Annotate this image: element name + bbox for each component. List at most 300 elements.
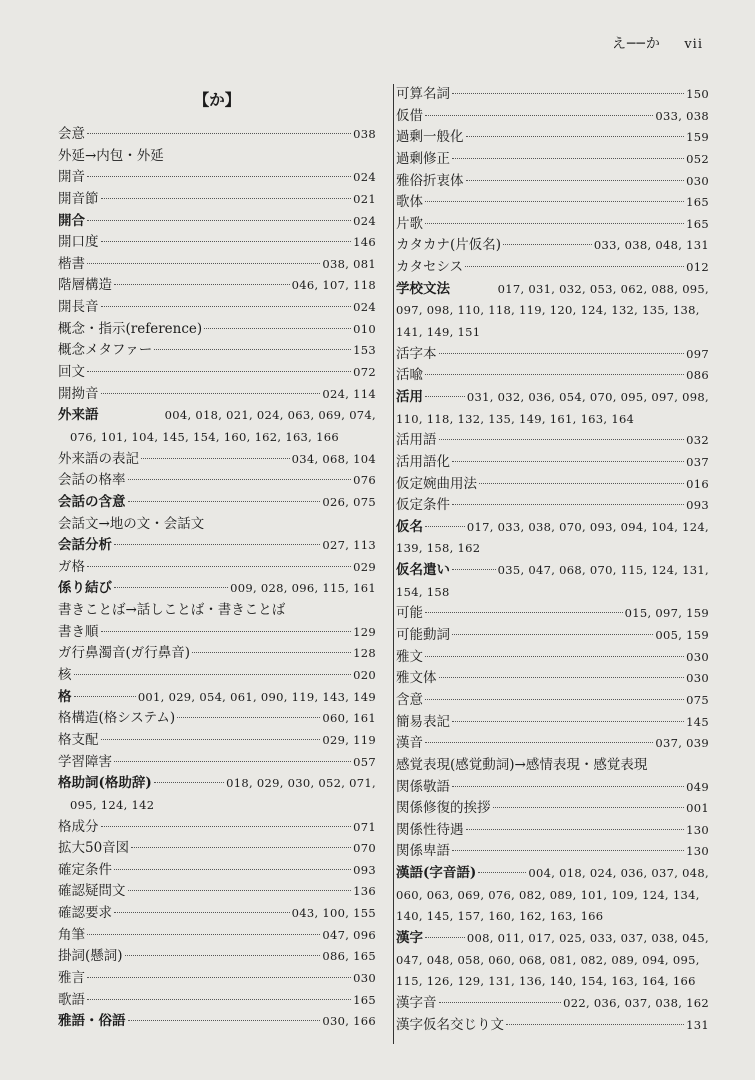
index-entry (58, 773, 376, 795)
index-term: 開口度 (58, 234, 99, 251)
leader-dots (439, 1002, 562, 1003)
index-term: 活字本 (396, 345, 437, 362)
page-refs: 016 (686, 476, 709, 491)
index-term: 階層構造 (58, 277, 112, 294)
leader-dots (114, 869, 351, 870)
index-entry (58, 254, 376, 276)
index-entry-continuation (394, 538, 709, 560)
index-entry (58, 708, 376, 730)
index-term: 可算名詞 (396, 86, 450, 102)
index-entry (394, 192, 709, 214)
page-refs: 110, 118, 132, 135, 149, 161, 163, 164 (396, 411, 635, 426)
index-entry (58, 211, 376, 233)
page-refs: 024 (353, 300, 376, 315)
index-entry (58, 817, 376, 839)
index-entry (58, 925, 376, 947)
leader-dots (87, 371, 351, 372)
leader-dots (101, 826, 352, 827)
index-entry (394, 820, 709, 842)
index-entry (58, 535, 376, 557)
page-refs: 031, 032, 036, 054, 070, 095, 097, 098, (466, 389, 709, 404)
index-term: 含意 (396, 691, 423, 708)
index-entry (58, 167, 376, 189)
leader-dots (204, 328, 351, 329)
page-refs: 072 (353, 365, 376, 380)
page-refs: 165 (686, 216, 709, 231)
index-term: 雅語・俗語 (58, 1013, 126, 1030)
index-entry (394, 863, 709, 885)
index-entry (58, 643, 376, 665)
index-term: 会話の格率 (58, 472, 126, 489)
page-refs: 086, 165 (322, 949, 376, 964)
leader-dots (131, 847, 351, 848)
index-entry (58, 449, 376, 471)
page-refs: 037 (686, 454, 709, 469)
page-refs: 001, 029, 054, 061, 090, 119, 143, 149 (137, 689, 376, 704)
index-column-left (58, 84, 376, 1033)
leader-dots (87, 133, 351, 134)
index-entry (394, 171, 709, 193)
page-refs: 012 (686, 260, 709, 275)
index-term: 会話の含意 (58, 493, 126, 510)
section-heading: 【か】 (193, 90, 241, 109)
index-term: 係り結び (58, 580, 112, 597)
page-refs: 131 (686, 1017, 709, 1032)
index-term: 簡易表記 (396, 713, 450, 730)
index-entry (394, 387, 709, 409)
leader-dots (493, 807, 685, 808)
page-refs: 060, 161 (322, 711, 376, 726)
page-refs: 038, 081 (322, 256, 376, 271)
index-entry (58, 1011, 376, 1033)
page-refs: 030, 166 (322, 1014, 376, 1029)
page-refs: 005, 159 (655, 628, 709, 643)
leader-dots (452, 634, 653, 635)
leader-dots (452, 504, 684, 505)
index-term: 開音節 (58, 190, 99, 207)
index-term: 学習障害 (58, 753, 112, 770)
index-term: 雅文 (396, 648, 423, 665)
page-refs: 030 (353, 970, 376, 985)
leader-dots (452, 850, 684, 851)
index-entry (58, 232, 376, 254)
index-term: 格構造(格システム) (58, 710, 176, 727)
index-entry-continuation (58, 795, 376, 817)
page-refs: 030 (686, 649, 709, 664)
leader-dots (439, 677, 685, 678)
page-refs: 136 (353, 884, 376, 899)
page-refs: 146 (353, 235, 376, 250)
index-entry (58, 319, 376, 341)
index-term: 核 (58, 667, 72, 684)
page-refs: 008, 011, 017, 025, 033, 037, 038, 045, (466, 930, 709, 945)
index-term: 格支配 (58, 731, 99, 748)
leader-dots (87, 176, 351, 177)
index-entry-continuation (394, 971, 709, 993)
index-term: 雅文体 (396, 670, 437, 687)
index-entry (58, 514, 376, 536)
page-refs: 010 (353, 321, 376, 336)
index-entry (58, 557, 376, 579)
leader-dots (114, 912, 290, 913)
page-refs: 093 (686, 498, 709, 513)
leader-dots (125, 955, 321, 956)
leader-dots (425, 612, 623, 613)
index-term: 拡大50音図 (58, 840, 130, 857)
index-term: カタセシス (396, 259, 464, 276)
index-entry (58, 752, 376, 774)
running-header (612, 33, 703, 53)
index-entry (58, 600, 376, 622)
index-entry (394, 928, 709, 950)
leader-dots (128, 501, 321, 502)
page-refs: 021 (353, 191, 376, 206)
index-entry (394, 149, 709, 171)
index-entry (394, 993, 709, 1015)
index-entry (58, 124, 376, 146)
header-range: え──か (612, 36, 661, 52)
leader-dots (101, 198, 352, 199)
page-refs: 086 (686, 368, 709, 383)
index-entry (58, 189, 376, 211)
page-refs: 115, 126, 129, 131, 136, 140, 154, 163, 164, 166 (396, 974, 696, 989)
leader-dots (114, 761, 351, 762)
page-refs: 057 (353, 754, 376, 769)
leader-dots (466, 829, 685, 830)
index-term: 会話文→地の文・会話文 (58, 515, 205, 532)
index-term: 開合 (58, 212, 85, 229)
page-refs: 001 (686, 801, 709, 816)
index-entry (394, 344, 709, 366)
leader-dots (74, 674, 352, 675)
page-refs: 049 (686, 779, 709, 794)
page-refs: 139, 158, 162 (396, 541, 481, 556)
leader-dots (154, 349, 351, 350)
index-entry (394, 474, 709, 496)
leader-dots (87, 263, 320, 264)
page-refs: 032 (686, 433, 709, 448)
index-entry (394, 712, 709, 734)
leader-dots (425, 526, 465, 527)
index-term: 片歌 (396, 215, 423, 232)
left-entry-list (58, 124, 376, 1033)
index-term: 開音 (58, 169, 85, 186)
index-entry (394, 517, 709, 539)
index-entry (394, 235, 709, 257)
index-term: 開長音 (58, 299, 99, 316)
leader-dots (87, 566, 351, 567)
index-entry (394, 603, 709, 625)
page-refs: 071 (353, 819, 376, 834)
page-refs: 150 (686, 87, 709, 101)
index-term: 外来語 (58, 407, 99, 424)
index-term: 漢字音 (396, 994, 437, 1011)
index-entry (394, 106, 709, 128)
index-term: 可能 (396, 605, 423, 622)
index-term: 関係卑語 (396, 843, 450, 860)
index-term: 過剰修正 (396, 150, 450, 167)
page-refs: 027, 113 (322, 538, 376, 553)
index-term: 角筆 (58, 926, 85, 943)
index-term: 可能動詞 (396, 627, 450, 644)
page-refs: 052 (686, 151, 709, 166)
leader-dots (425, 699, 684, 700)
index-entry (58, 903, 376, 925)
leader-dots (425, 201, 684, 202)
page-refs: 153 (353, 343, 376, 358)
index-entry (58, 946, 376, 968)
index-term: 活用語 (396, 432, 437, 449)
index-entry-continuation (394, 300, 709, 322)
index-entry (394, 1015, 709, 1037)
page-refs: 033, 038 (655, 108, 709, 123)
index-entry (58, 838, 376, 860)
index-term: 格成分 (58, 818, 99, 835)
index-entry (58, 275, 376, 297)
index-term: 活用語化 (396, 453, 450, 470)
page-refs: 017, 031, 032, 053, 062, 088, 095, (497, 281, 709, 296)
index-entry (58, 730, 376, 752)
page-refs: 030 (686, 671, 709, 686)
page-refs: 022, 036, 037, 038, 162 (563, 995, 709, 1010)
leader-dots (114, 587, 228, 588)
index-term: 過剰一般化 (396, 129, 464, 146)
index-entry (58, 384, 376, 406)
index-entry (394, 495, 709, 517)
page-refs: 018, 029, 030, 052, 071, (226, 776, 376, 791)
leader-dots (452, 461, 684, 462)
index-entry (58, 146, 376, 168)
page-refs: 030 (686, 173, 709, 188)
index-term: 仮定婉曲用法 (396, 475, 477, 492)
page-refs: 093 (353, 862, 376, 877)
leader-dots (479, 483, 684, 484)
index-term: 歌語 (58, 991, 85, 1008)
index-entry (58, 860, 376, 882)
index-term: 概念メタファー (58, 342, 153, 359)
leader-dots (425, 396, 465, 397)
index-entry (394, 452, 709, 474)
index-entry (394, 560, 709, 582)
leader-dots (114, 284, 290, 285)
leader-dots (506, 1024, 684, 1025)
index-entry (58, 405, 376, 427)
leader-dots (101, 306, 352, 307)
index-term: 仮定条件 (396, 497, 450, 514)
index-entry (58, 340, 376, 362)
index-entry (58, 362, 376, 384)
leader-dots (87, 999, 351, 1000)
page-refs: 024 (353, 170, 376, 185)
index-entry (394, 755, 709, 777)
index-entry (394, 430, 709, 452)
index-entry (58, 881, 376, 903)
index-term: 格助詞(格助辞) (58, 775, 152, 792)
index-term: 回文 (58, 364, 85, 381)
leader-dots (425, 656, 684, 657)
index-entry (394, 798, 709, 820)
index-term: 格 (58, 688, 72, 705)
index-entry (58, 578, 376, 600)
index-term: 確認疑問文 (58, 883, 126, 900)
index-term: カタカナ(片仮名) (396, 237, 502, 254)
leader-dots (452, 569, 496, 570)
leader-dots (154, 782, 224, 783)
page-refs: 037, 039 (655, 736, 709, 751)
index-entry (394, 841, 709, 863)
index-term: ガ格 (58, 558, 85, 575)
page-refs: 043, 100, 155 (291, 906, 376, 921)
index-term: 漢語(字音語) (396, 865, 477, 882)
index-term: 歌体 (396, 194, 423, 211)
leader-dots (192, 652, 351, 653)
index-entry (394, 84, 709, 106)
index-entry-continuation (394, 906, 709, 928)
page-refs: 038 (353, 127, 376, 141)
leader-dots (128, 1020, 321, 1021)
page-refs: 047, 096 (322, 927, 376, 942)
index-term: 感覚表現(感覚動詞)→感情表現・感覚表現 (396, 756, 648, 773)
index-entry (58, 297, 376, 319)
page-refs: 129 (353, 624, 376, 639)
index-entry (394, 257, 709, 279)
page-refs: 060, 063, 069, 076, 082, 089, 101, 109, 124, 134, (396, 887, 700, 902)
page-refs: 024, 114 (322, 386, 376, 401)
index-term: ガ行鼻濁音(ガ行鼻音) (58, 645, 191, 662)
index-term: 関係修復的挨拶 (396, 800, 491, 817)
index-entry (58, 687, 376, 709)
leader-dots (101, 393, 321, 394)
index-entry-continuation (58, 427, 376, 449)
index-term: 関係敬語 (396, 778, 450, 795)
index-entry (394, 214, 709, 236)
leader-dots (425, 115, 653, 116)
index-term: 概念・指示(reference) (58, 320, 203, 337)
page-refs: 159 (686, 130, 709, 145)
index-entry-continuation (394, 885, 709, 907)
index-entry (394, 127, 709, 149)
page-refs: 095, 124, 142 (70, 797, 155, 812)
index-term: 確定条件 (58, 861, 112, 878)
page-refs: 033, 038, 048, 131 (593, 238, 709, 253)
leader-dots (478, 872, 526, 873)
page-refs: 046, 107, 118 (291, 278, 376, 293)
index-entry (394, 625, 709, 647)
page-refs: 075 (686, 692, 709, 707)
index-entry-continuation (394, 582, 709, 604)
page-refs: 165 (686, 195, 709, 210)
leader-dots (465, 266, 684, 267)
index-entry (58, 990, 376, 1012)
leader-dots (466, 136, 685, 137)
right-entry-list (394, 84, 709, 1036)
leader-dots (425, 223, 684, 224)
index-term: 漢字仮名交じり文 (396, 1016, 504, 1033)
page-refs: 024 (353, 213, 376, 228)
leader-dots (452, 93, 684, 94)
page-refs: 165 (353, 992, 376, 1007)
index-entry-continuation (394, 950, 709, 972)
page-refs: 097 (686, 346, 709, 361)
index-entry-continuation (394, 322, 709, 344)
page-refs: 015, 097, 159 (624, 606, 709, 621)
page-number: vii (684, 37, 703, 52)
index-entry (394, 777, 709, 799)
leader-dots (128, 479, 352, 480)
leader-dots (114, 544, 320, 545)
leader-dots (452, 786, 684, 787)
page-refs: 029 (353, 559, 376, 574)
leader-dots (425, 742, 653, 743)
index-term: 漢字 (396, 929, 423, 946)
index-term: 楷書 (58, 255, 85, 272)
page-refs: 047, 048, 058, 060, 068, 081, 082, 089, 094, 095, (396, 952, 700, 967)
leader-dots (74, 696, 136, 697)
page-refs: 004, 018, 021, 024, 063, 069, 074, (164, 408, 376, 423)
index-term: 確認要求 (58, 905, 112, 922)
index-term: 活喩 (396, 367, 423, 384)
leader-dots (87, 220, 351, 221)
index-entry-continuation (394, 409, 709, 431)
page-refs: 130 (686, 822, 709, 837)
page-refs: 004, 018, 024, 036, 037, 048, (528, 866, 709, 881)
index-entry (394, 668, 709, 690)
index-entry (58, 968, 376, 990)
index-term: 雅言 (58, 969, 85, 986)
index-term: 仮名 (396, 518, 423, 535)
page-refs: 009, 028, 096, 115, 161 (230, 581, 376, 596)
page-refs: 026, 075 (322, 494, 376, 509)
page-refs: 076 (353, 473, 376, 488)
leader-dots (87, 934, 320, 935)
leader-dots (425, 374, 684, 375)
page-refs: 076, 101, 104, 145, 154, 160, 162, 163, 166 (70, 429, 339, 444)
index-term: 書き順 (58, 623, 99, 640)
page-refs: 145 (686, 714, 709, 729)
leader-dots (141, 458, 290, 459)
leader-dots (452, 158, 684, 159)
leader-dots (466, 180, 685, 181)
page-refs: 154, 158 (396, 584, 450, 599)
index-term: 関係性待遇 (396, 821, 464, 838)
page-refs: 141, 149, 151 (396, 325, 481, 340)
index-term: 活用 (396, 388, 423, 405)
leader-dots (87, 977, 351, 978)
index-entry (58, 492, 376, 514)
leader-dots (439, 353, 685, 354)
index-column-right (393, 84, 709, 1044)
index-term: 書きことば→話しことば・書きことば (58, 602, 286, 619)
index-term: 学校文法 (396, 280, 450, 297)
page-refs: 017, 033, 038, 070, 093, 094, 104, 124, (466, 519, 709, 534)
page-refs: 130 (686, 844, 709, 859)
index-entry (58, 470, 376, 492)
page-refs: 029, 119 (322, 732, 376, 747)
leader-dots (177, 717, 320, 718)
page-refs: 097, 098, 110, 118, 119, 120, 124, 132, 135, 138, (396, 303, 700, 318)
index-term: 外来語の表記 (58, 450, 139, 467)
index-term: 開拗音 (58, 385, 99, 402)
page-refs: 034, 068, 104 (291, 451, 376, 466)
leader-dots (425, 937, 465, 938)
index-term: 掛詞(懸詞) (58, 948, 123, 965)
index-entry (58, 622, 376, 644)
index-entry (58, 665, 376, 687)
index-term: 仮借 (396, 107, 423, 124)
leader-dots (452, 721, 684, 722)
page-refs: 140, 145, 157, 160, 162, 163, 166 (396, 909, 604, 924)
index-entry (394, 365, 709, 387)
